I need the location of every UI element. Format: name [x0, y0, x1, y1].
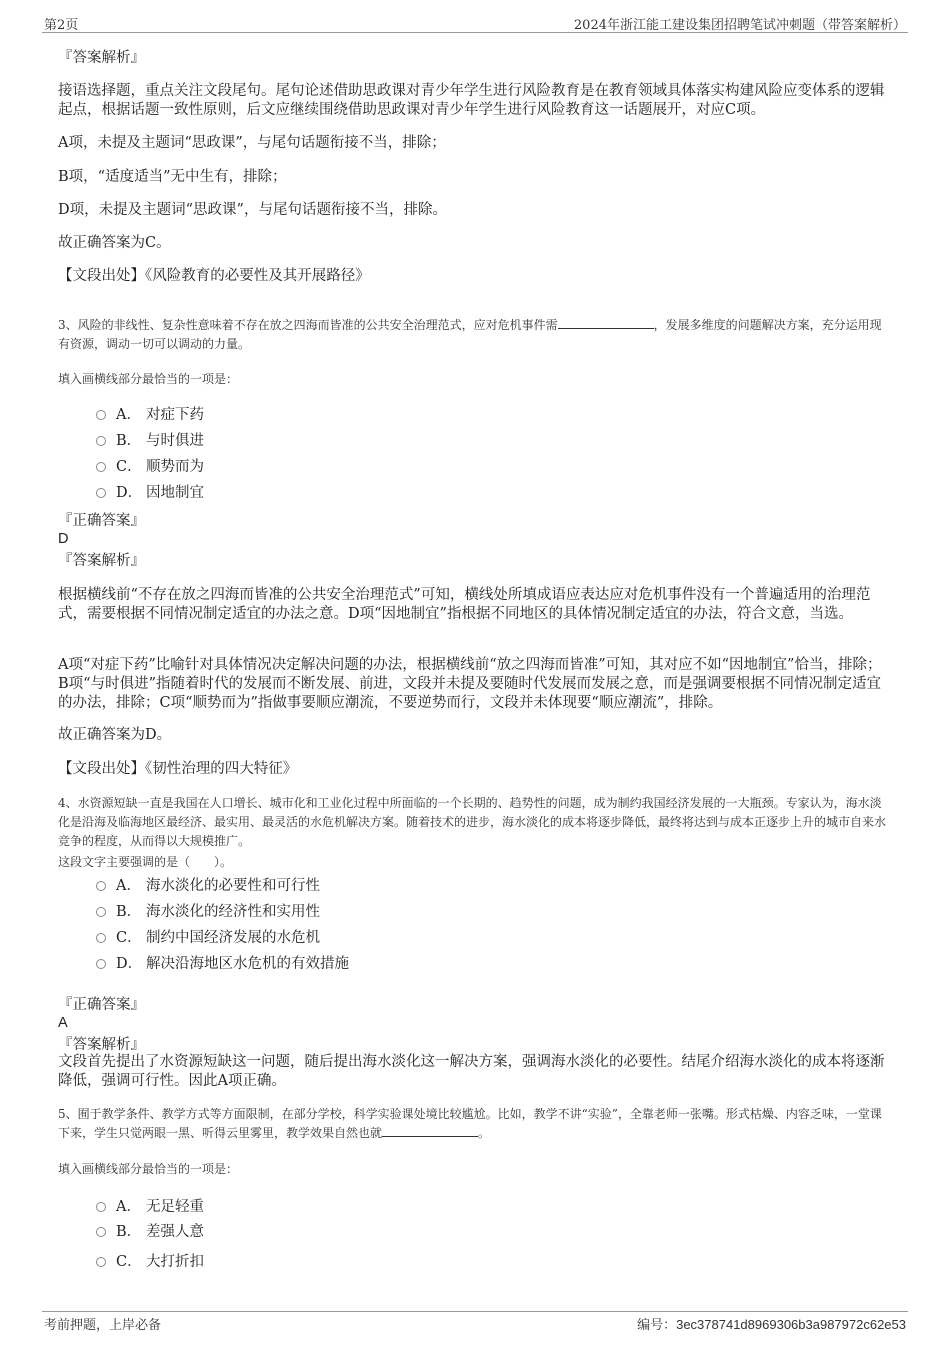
- radio-icon[interactable]: [96, 933, 106, 943]
- footer-slogan: 考前押题，上岸必备: [44, 1318, 162, 1333]
- q3-option-c[interactable]: [96, 458, 204, 476]
- q4-option-c[interactable]: [96, 929, 320, 947]
- q2-note-b: B项，“适度适当”无中生有，排除；: [58, 169, 287, 185]
- q5-stem: 5、囿于教学条件、教学方式等方面限制，在部分学校，科学实验课处境比较尴尬。比如，教学不讲“实验”，全靠老师一张嘴。形式枯燥、内容乏味，一堂课下来，学生只觉两眼一黑、听得云里雾里，教学效果自然也就 。: [58, 1107, 882, 1140]
- q4-answer-label: 『正确答案』: [58, 997, 145, 1013]
- q5-prompt: 填入画横线部分最恰当的一项是：: [58, 1162, 239, 1176]
- option-letter: D．: [116, 956, 143, 972]
- document-title: 2024年浙江能工建设集团招聘笔试冲刺题（带答案解析）: [573, 18, 906, 33]
- option-text: 顺势而为: [146, 459, 204, 475]
- q4-analysis: 文段首先提出了水资源短缺这一问题，随后提出海水淡化这一解决方案，强调海水淡化的必要性。结尾介绍海水淡化的成本将逐渐降低，强调可行性。因此A项正确。: [58, 1054, 885, 1089]
- q5-option-b[interactable]: [96, 1223, 204, 1241]
- q4-answer: A: [58, 1015, 68, 1031]
- q3-stem: 3、风险的非线性、复杂性意味着不存在放之四海而皆准的公共安全治理范式，应对危机事件需 ，发展多维度的问题解决方案，充分运用现有资源，调动一切可以调动的力量。: [58, 318, 882, 351]
- option-letter: D．: [116, 485, 143, 501]
- q3-source: 【文段出处】《韧性治理的四大特征》: [58, 761, 298, 777]
- q4-option-a[interactable]: [96, 877, 320, 895]
- option-text: 与时俱进: [146, 433, 204, 449]
- q4-analysis-label: 『答案解析』: [58, 1037, 145, 1053]
- option-letter: B．: [116, 433, 142, 449]
- q2-analysis-label: 『答案解析』: [58, 50, 145, 66]
- q4-prompt: 这段文字主要强调的是（ ）。: [58, 855, 233, 869]
- radio-icon[interactable]: [96, 907, 106, 917]
- option-text: 海水淡化的经济性和实用性: [146, 904, 320, 920]
- radio-icon[interactable]: [96, 436, 106, 446]
- q3-analysis-1: 根据横线前“不存在放之四海而皆准的公共安全治理范式”可知，横线处所填成语应表达应对危机事件没有一个普遍适用的治理范式，需要根据不同情况制定适宜的办法之意。D项“因地制宜”指根据不同地区的具体情况制定适宜的办法，符合文意，当选。: [58, 587, 871, 622]
- q3-conclusion: 故正确答案为D。: [58, 727, 172, 743]
- q5-option-a[interactable]: [96, 1198, 204, 1216]
- radio-icon[interactable]: [96, 1257, 106, 1267]
- radio-icon[interactable]: [96, 488, 106, 498]
- q2-source: 【文段出处】《风险教育的必要性及其开展路径》: [58, 268, 370, 284]
- radio-icon[interactable]: [96, 462, 106, 472]
- footer-code: [637, 1314, 906, 1333]
- radio-icon[interactable]: [96, 881, 106, 891]
- q5-option-c[interactable]: [96, 1253, 204, 1271]
- option-text: 对症下药: [146, 407, 204, 423]
- radio-icon[interactable]: [96, 1202, 106, 1212]
- q4-option-b[interactable]: [96, 903, 320, 921]
- option-text: 因地制宜: [146, 485, 204, 501]
- q3-blank: [558, 316, 654, 329]
- q2-note-d: D项，未提及主题词“思政课”，与尾句话题衔接不当，排除。: [58, 202, 447, 218]
- q4-stem: 4、水资源短缺一直是我国在人口增长、城市化和工业化过程中所面临的一个长期的、趋势性的问题，成为制约我国经济发展的一大瓶颈。专家认为，海水淡化是沿海及临海地区最经济、最实用、最灵活的水危机解决方案。随着技术的进步，海水淡化的成本将逐步降低，最终将达到与成本正逐步上升的城市自来水竞争的程度，从而得以大规模推广。: [58, 796, 887, 848]
- q3-prompt: 填入画横线部分最恰当的一项是：: [58, 372, 239, 386]
- option-letter: C．: [116, 930, 142, 946]
- option-letter: A．: [116, 1199, 141, 1215]
- footer-code-label: 编号：: [637, 1318, 677, 1333]
- option-text: 差强人意: [146, 1224, 204, 1240]
- radio-icon[interactable]: [96, 1227, 106, 1237]
- page-number: 第2页: [44, 18, 79, 33]
- option-letter: C．: [116, 459, 142, 475]
- q3-answer: D: [58, 531, 69, 547]
- option-letter: B．: [116, 904, 142, 920]
- radio-icon[interactable]: [96, 410, 106, 420]
- option-text: 海水淡化的必要性和可行性: [146, 878, 320, 894]
- q2-analysis: 接语选择题，重点关注文段尾句。尾句论述借助思政课对青少年学生进行风险教育是在教育领域具体落实构建风险应变体系的逻辑起点，根据话题一致性原则，后文应继续围绕借助思政课对青少年学生进行风险教育这一话题展开，对应C项。: [58, 83, 885, 118]
- q5-blank: [382, 1124, 478, 1137]
- option-text: 无足轻重: [146, 1199, 204, 1215]
- q3-analysis-2: A项“对症下药”比喻针对具体情况决定解决问题的办法，根据横线前“放之四海而皆准”可知，其对应不如“因地制宜”恰当，排除；B项“与时俱进”指随着时代的发展而不断发展、前进，文段并未提及要随时代发展而发展之意，而是强调要根据不同情况制定适宜的办法，排除；C项“顺势而为”指做事要顺应潮流，不要逆势而行，文段并未体现要“顺应潮流”，排除。: [58, 657, 882, 711]
- q3-option-d[interactable]: [96, 484, 204, 502]
- footer-code-value: 3ec378741d8969306b3a987972c62e53: [676, 1317, 906, 1332]
- option-letter: B．: [116, 1224, 142, 1240]
- q4-option-d[interactable]: [96, 955, 349, 973]
- q3-option-b[interactable]: [96, 432, 204, 450]
- q2-conclusion: 故正确答案为C。: [58, 235, 171, 251]
- q3-analysis-label: 『答案解析』: [58, 553, 145, 569]
- option-text: 解决沿海地区水危机的有效措施: [146, 956, 349, 972]
- option-text: 制约中国经济发展的水危机: [146, 930, 320, 946]
- q3-answer-label: 『正确答案』: [58, 513, 145, 529]
- option-letter: A．: [116, 407, 141, 423]
- option-letter: A．: [116, 878, 141, 894]
- option-text: 大打折扣: [146, 1254, 204, 1270]
- header-divider: [42, 32, 908, 33]
- q2-note-a: A项，未提及主题词“思政课”，与尾句话题衔接不当，排除；: [58, 135, 446, 151]
- footer-divider: [42, 1311, 908, 1312]
- radio-icon[interactable]: [96, 959, 106, 969]
- q3-option-a[interactable]: [96, 406, 204, 424]
- option-letter: C．: [116, 1254, 142, 1270]
